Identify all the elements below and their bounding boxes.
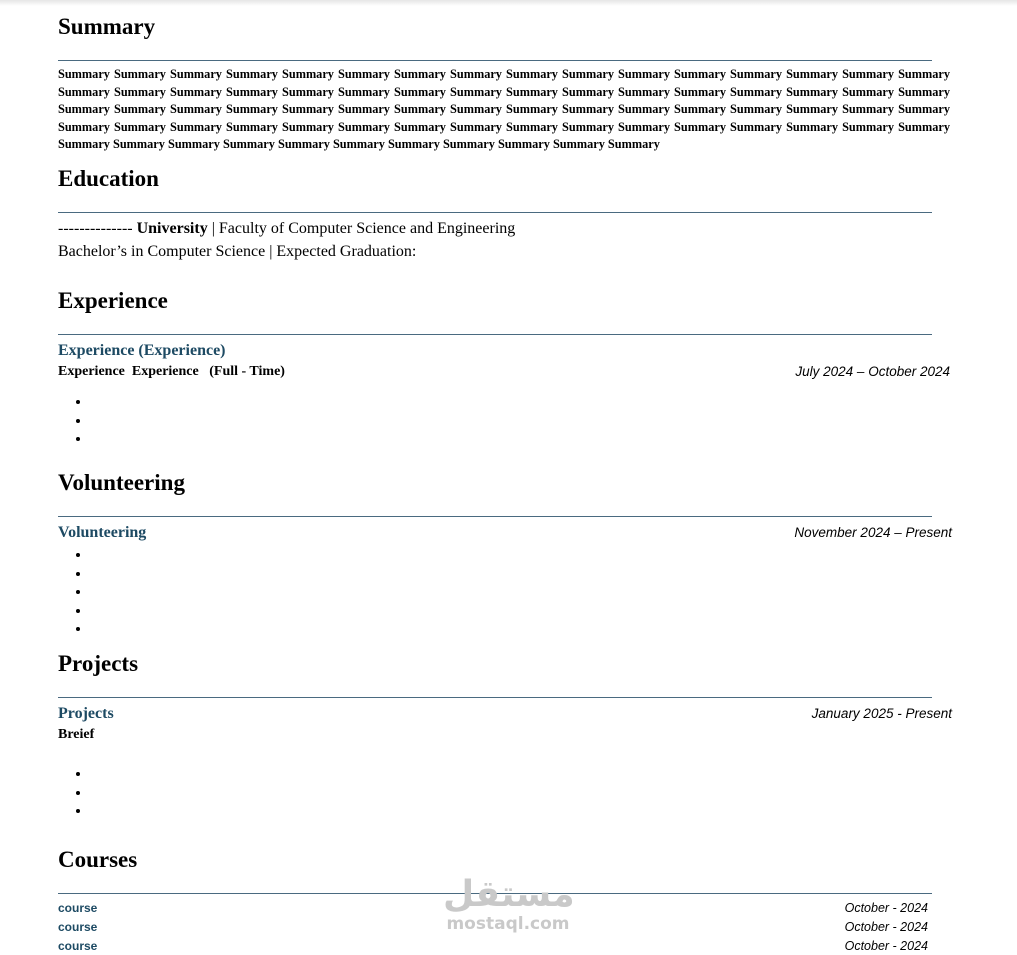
list-item — [91, 393, 691, 412]
education-degree: Bachelor’s in Computer Science | Expected Graduation: — [58, 243, 417, 260]
experience-dates: July 2024 – October 2024 — [795, 364, 950, 379]
summary-text: Summary Summary Summary Summary Summary Summary Summary Summary Summary Summary Summary Summary Summary Summary Summary Summary Summary Summary Summary Summary Summary Summary Summary Summary Summary Summary Summary Summary Summary Summary Summary Summary Summary Summary Summary Summary Summary Summary Summary Summary Summary Summary Summary Summary Summary Summary Summary Summary Summary Summary Summary Summary Summary Summary Summary Summary Summary Summary Summary Summary Summary Summary Summary Summary Summary Summary Summary Summary Summary Summary Summary Summary Summary Summary Summary — [58, 67, 950, 152]
top-shadow — [0, 0, 1017, 6]
experience-divider — [58, 334, 932, 335]
list-item — [91, 602, 691, 621]
education-divider — [58, 212, 932, 213]
experience-role: Experience Experience (Full - Time) — [58, 364, 285, 379]
volunteering-divider — [58, 516, 932, 517]
list-item — [91, 784, 691, 803]
volunteering-dates: November 2024 – Present — [794, 525, 952, 540]
list-item — [91, 546, 691, 565]
projects-bullets — [58, 765, 691, 821]
course-name: course — [58, 901, 98, 915]
education-prefix: -------------- — [58, 220, 133, 237]
volunteering-heading: Volunteering — [58, 470, 185, 495]
watermark — [443, 875, 573, 933]
projects-heading: Projects — [58, 651, 139, 676]
projects-divider — [58, 697, 932, 698]
summary-heading: Summary — [58, 14, 156, 39]
course-name: course — [58, 939, 98, 953]
list-item — [91, 802, 691, 821]
watermark-arabic: مستقل — [443, 874, 575, 915]
summary-divider — [58, 60, 932, 61]
course-date: October - 2024 — [844, 920, 928, 934]
volunteering-org: Volunteering — [58, 524, 147, 541]
experience-heading: Experience — [58, 288, 168, 313]
education-institution-line — [58, 219, 515, 239]
experience-bullets — [58, 393, 691, 449]
education-university: University — [136, 220, 208, 237]
volunteering-bullets — [58, 546, 691, 639]
list-item — [91, 765, 691, 784]
course-date: October - 2024 — [844, 901, 928, 915]
projects-dates: January 2025 - Present — [811, 706, 952, 721]
watermark-latin: mostaql.com — [446, 914, 570, 934]
course-date: October - 2024 — [844, 939, 928, 953]
education-heading: Education — [58, 166, 159, 191]
list-item — [91, 412, 691, 431]
course-name: course — [58, 920, 98, 934]
list-item — [91, 620, 691, 639]
education-faculty: | Faculty of Computer Science and Engineering — [211, 220, 516, 237]
list-item — [91, 583, 691, 602]
experience-org: Experience (Experience) — [58, 342, 226, 359]
list-item — [91, 430, 691, 449]
projects-org: Projects — [58, 705, 114, 722]
list-item — [91, 565, 691, 584]
courses-heading: Courses — [58, 847, 138, 872]
projects-brief: Breief — [58, 727, 95, 742]
